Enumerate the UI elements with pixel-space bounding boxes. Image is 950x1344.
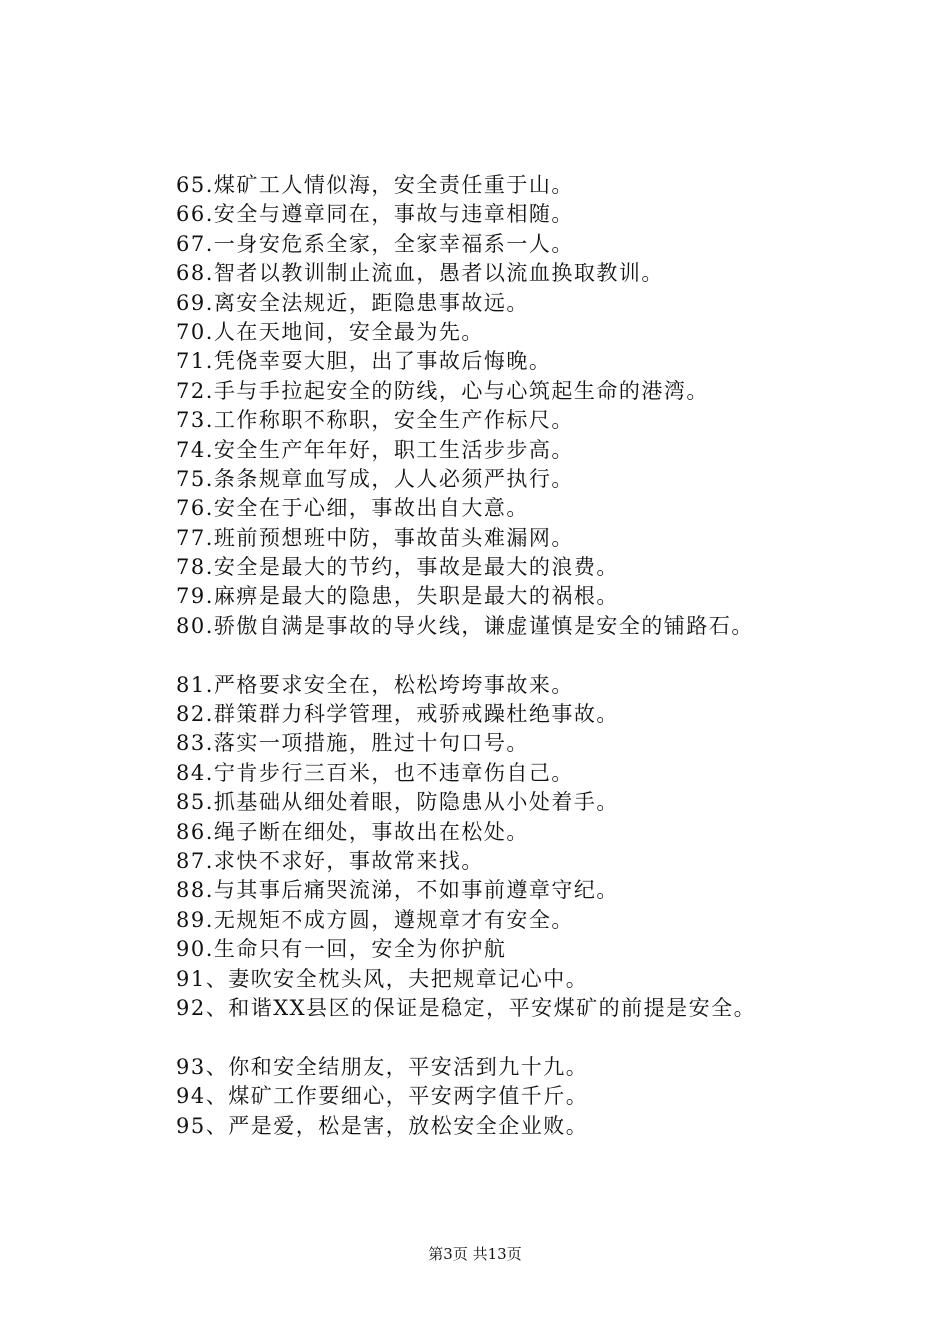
- slogan-line: 76.安全在于心细，事故出自大意。: [176, 496, 529, 521]
- slogan-line: 93、你和安全结朋友，平安活到九十九。: [176, 1054, 589, 1079]
- slogan-line: 77.班前预想班中防，事故苗头难漏网。: [176, 525, 574, 550]
- slogan-line: 68.智者以教训制止流血，愚者以流血换取教训。: [176, 261, 664, 286]
- slogan-line: 66.安全与遵章同在，事故与违章相随。: [176, 202, 574, 227]
- page-number-footer: 第3页 共13页: [428, 1245, 522, 1263]
- slogan-line: 80.骄傲自满是事故的导火线，谦虚谨慎是安全的铺路石。: [176, 613, 754, 638]
- slogan-line: 87.求快不求好，事故常来找。: [176, 848, 484, 873]
- slogan-line: 71.凭侥幸耍大胆，出了事故后悔晚。: [176, 349, 552, 374]
- paragraph-gap: [176, 1023, 876, 1052]
- slogan-line: 72.手与手拉起安全的防线，心与心筑起生命的港湾。: [176, 378, 709, 403]
- slogan-line: 95、严是爱，松是害，放松安全企业败。: [176, 1113, 589, 1138]
- slogan-line: 85.抓基础从细处着眼，防隐患从小处着手。: [176, 790, 619, 815]
- slogan-line: 92、和谐XX县区的保证是稳定，平安煤矿的前提是安全。: [176, 995, 757, 1020]
- slogan-line: 81.严格要求安全在，松松垮垮事故来。: [176, 672, 574, 697]
- slogan-line: 78.安全是最大的节约，事故是最大的浪费。: [176, 555, 619, 580]
- slogan-line: 75.条条规章血写成，人人必须严执行。: [176, 466, 574, 491]
- paragraph-gap: [176, 641, 876, 670]
- slogan-block-3: [176, 1053, 876, 1141]
- slogan-line: 65.煤矿工人情似海，安全责任重于山。: [176, 173, 574, 197]
- slogan-line: 90.生命只有一回，安全为你护航: [176, 937, 507, 962]
- slogan-line: 67.一身安危系全家，全家幸福系一人。: [176, 231, 574, 256]
- slogan-line: 74.安全生产年年好，职工生活步步高。: [176, 437, 574, 462]
- slogan-line: 79.麻痹是最大的隐患，失职是最大的祸根。: [176, 584, 619, 609]
- slogan-line: 70.人在天地间，安全最为先。: [176, 319, 484, 344]
- slogan-line: 69.离安全法规近，距隐患事故远。: [176, 290, 529, 315]
- slogan-line: 83.落实一项措施，胜过十句口号。: [176, 731, 529, 756]
- slogan-line: 86.绳子断在细处，事故出在松处。: [176, 819, 529, 844]
- slogan-line: 73.工作称职不称职，安全生产作标尺。: [176, 408, 574, 433]
- slogan-line: 88.与其事后痛哭流涕，不如事前遵章守纪。: [176, 878, 619, 903]
- slogan-block-2: [176, 671, 876, 1024]
- slogan-block-1: [176, 171, 876, 641]
- slogan-line: 94、煤矿工作要细心，平安两字值千斤。: [176, 1084, 589, 1109]
- slogan-line: 82.群策群力科学管理，戒骄戒躁杜绝事故。: [176, 702, 619, 727]
- slogan-list: [176, 171, 876, 1141]
- slogan-line: 84.宁肯步行三百米，也不违章伤自己。: [176, 760, 574, 785]
- slogan-line: 91、妻吹安全枕头风，夫把规章记心中。: [176, 966, 589, 991]
- slogan-line: 89.无规矩不成方圆，遵规章才有安全。: [176, 907, 574, 932]
